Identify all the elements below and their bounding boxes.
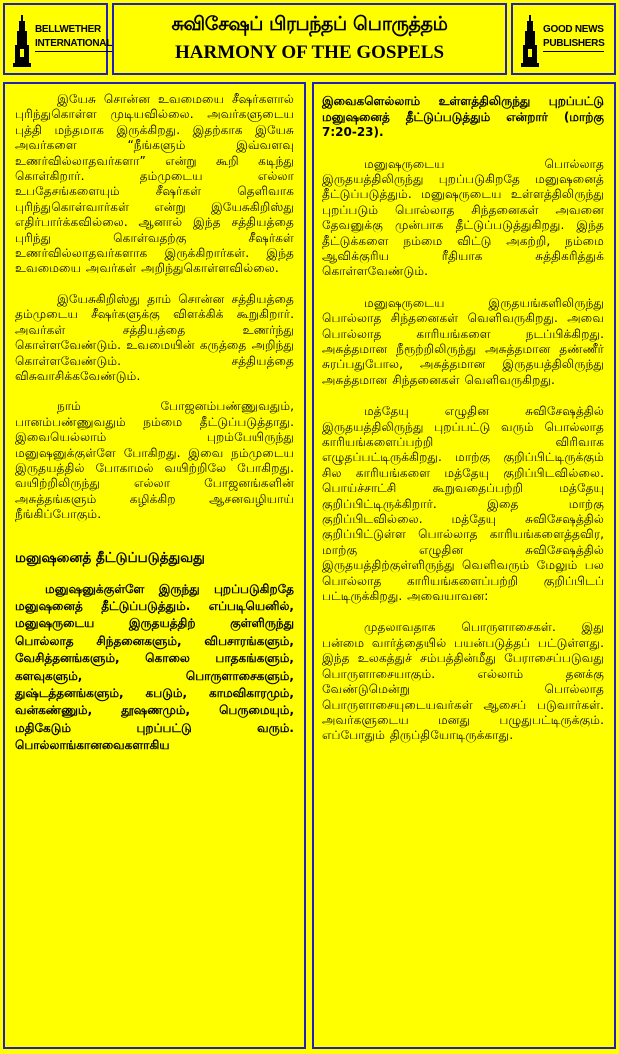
scripture-paragraph-left: மனுஷனுக்குள்ளே இருந்து புறப்படுகிறதே மனுஷனைத் தீட்டுப்படுத்தும். எப்படியெனில், மனுஷருடைய இருதயத்திற் குள்ளிருந்து பொல்லாத சிந்தனைகளும், விபசாரங்களும், வேசித்தனங்களும், கொலை பாதகங்களும், களவுகளும், பொருளாசைகளும், துஷ்டத்தனங்களும், கபடும், காமவிகாரமும், வன்கண்ணும், தூஷணமும், பெருமையும், மதிகேடும் புறப்பட்டு வரும். பொல்லாங்கானவைகளாகிய [15, 581, 294, 753]
left-column [3, 82, 306, 1049]
logo-box-right [511, 3, 616, 75]
right-paragraph-3: மத்தேயு எழுதின சுவிசேஷத்தில் இருதயத்திலிருந்து புறப்பட்டு வரும் பொல்லாத காரியங்களைப்பற்றி விரிவாக எழுதப்பட்டிருக்கிறது. மாற்கு குறிப்பிட்டிருக்கும் சில காரியங்களை மத்தேயு குறிப்பிடவில்லை. பொய்ச்சாட்சி கூறுவதைப்பற்றி மத்தேயு குறிப்பிட்டிருக்கிறார். இதை மாற்கு குறிப்பிடவில்லை. மத்தேயு சுவிசேஷத்தில் குறிப்பிட்டுள்ள பொல்லாத காரியங்களைத்தவிர, மாற்கு எழுதின சுவிசேஷத்தில் இருதயத்திற்குள்ளிருந்து வெளிவரும் மேலும் பல பொல்லாத காரியங்களைப்பற்றி குறிப்பிடப் பட்டிருக்கிறது. அவையாவன: [322, 404, 604, 604]
good-news-logo [519, 11, 608, 67]
bellwether-logo [11, 11, 113, 67]
title-box [112, 3, 507, 75]
right-column [312, 82, 616, 1049]
scripture-paragraph-right: இவைகளெல்லாம் உள்ளத்திலிருந்து புறப்பட்டு மனுஷனைத் தீட்டுப்படுத்தும் என்றார் (மாற்கு 7:20-23). [322, 94, 604, 139]
left-paragraph-2: இயேசுகிறிஸ்து தாம் சொன்ன சத்தியத்தை தம்முடைய சீஷர்களுக்கு விளக்கிக் கூறுகிறார். அவர்கள் சத்தியத்தை உணர்ந்து கொள்ளவேண்டும். உவமையின் கருத்தை அறிந்து கொள்ளவேண்டும். சத்தியத்தை விசுவாசிக்கவேண்டும். [15, 291, 294, 383]
logo-box-left [3, 3, 113, 75]
tower-icon [521, 15, 541, 69]
title-english: HARMONY OF THE GOSPELS [174, 42, 445, 63]
left-paragraph-1: இயேசு சொன்ன உவமையை சீஷர்களால் புரிந்துகொள்ள முடியவில்லை. அவர்களுடைய புத்தி மந்தமாக இருக்கிறது. இதற்காக இயேசு அவர்களை “நீங்களும் இவ்வளவு உணர்வில்லாதவர்களா” என்று கூறி கடிந்து கொள்கிறார். தம்முடைய எல்லா உபதேசங்களையும் சீஷர்கள் தெளிவாக புரிந்துகொள்வார்கள் என்று இயேசுகிறிஸ்து எதிர்பார்க்கவில்லை. ஆனால் இந்த சத்தியத்தை புரிந்து கொள்வதற்கு சீஷர்கள் உணர்வில்லாதவர்களாக இருக்கிறார்கள். இந்த உவமையை அவர்கள் அறிந்துகொள்ளவில்லை. [15, 92, 294, 276]
title-tamil: சுவிசேஷப் பிரபந்தப் பொருத்தம் [171, 13, 448, 35]
left-paragraph-3: நாம் போஜனம்பண்ணுவதும், பானம்பண்ணுவதும் நம்மை தீட்டுப்படுத்தாது. இவையெல்லாம் புறம்பேயிருந்து மனுஷனுக்குள்ளே போகிறது. இவை நம்முடைய இருதயத்தில் போகாமல் வயிற்றிலே போகிறது. வயிற்றிலிருந்து எல்லா போஜனங்களின் அசுத்தங்களும் கழிக்கிற ஆசனவழியாய் நீங்கிப்போகும். [15, 399, 294, 522]
right-paragraph-2: மனுஷருடைய இருதயங்களிலிருந்து பொல்லாத சிந்தனைகள் வெளிவருகிறது. அவை பொல்லாத காரியங்களை நடப்பிக்கிறது. அசுத்தமான நீரூற்றிலிருந்து அசுத்தமான தண்ணீர் சுரப்பதுபோல, அசுத்தமான இருதயத்திலிருந்து அசுத்தமான சிந்தனைகள் வெளிவருகிறது. [322, 295, 604, 387]
logo-right-line2: PUBLISHERS [543, 37, 604, 52]
right-paragraph-4: முதலாவதாக பொருளாசைகள். இது பன்மை வார்த்தையில் பயன்படுத்தப் பட்டுள்ளது. இந்த உலகத்துச் சம்பத்தின்மீது பேராசைப்படுவது பொருளாசையாகும். எல்லாம் தனக்கு வேண்டுமென்று பொல்லாத பொருளாசையுடையவர்கள் ஆசைப் படுவார்கள். அவர்களுடைய மனது பழுதுபட்டிருக்கும். எப்போதும் திருப்தியோடிருக்காது. [322, 620, 604, 743]
section-heading: மனுஷனைத் தீட்டுப்படுத்துவது [15, 549, 205, 566]
logo-right-line1: GOOD NEWS [543, 24, 604, 35]
tower-icon [13, 15, 33, 69]
logo-left-line1: BELLWETHER [35, 24, 101, 35]
right-paragraph-1: மனுஷருடைய பொல்லாத இருதயத்திலிருந்து புறப்படுகிறதே மனுஷனைத் தீட்டுப்படுத்தும். மனுஷருடைய உள்ளத்திலிருந்து புறப்படும் பொல்லாத சிந்தனைகள் அவனை தேவனுக்கு முன்பாக தீட்டுப்படுத்துகிறது. இந்த தீட்டுக்களை நம்மை விட்டு அகற்றி, நம்மை ஆவிக்குரிய ரீதியாக சுத்திகரித்துக் கொள்ளவேண்டும். [322, 156, 604, 279]
logo-left-line2: INTERNATIONAL [35, 37, 112, 52]
